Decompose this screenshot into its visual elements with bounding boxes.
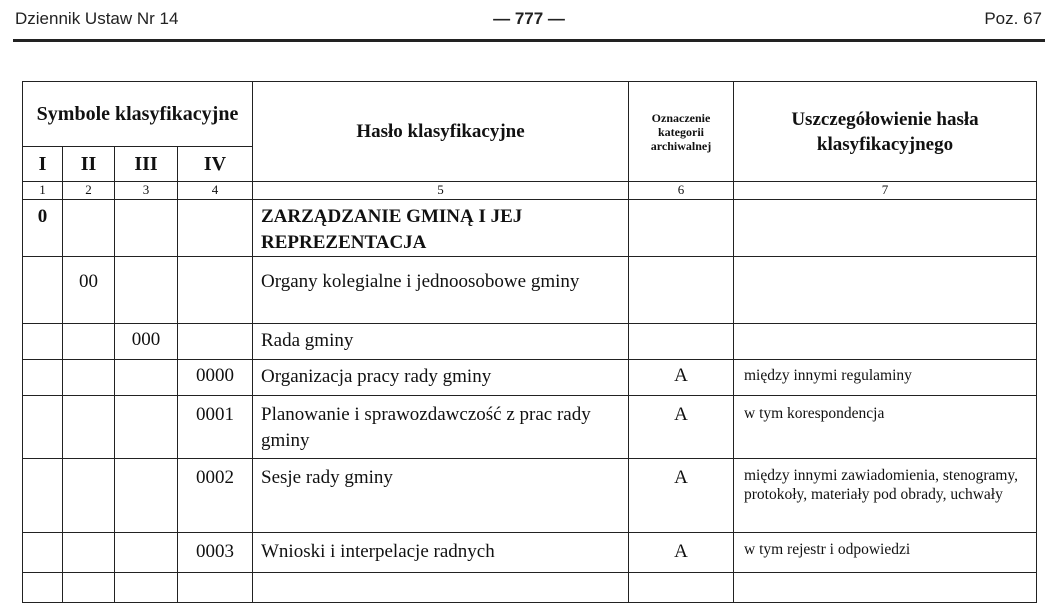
symbol-IV-cell: 0000 xyxy=(178,360,253,396)
column-number: 5 xyxy=(253,182,629,200)
category-header: Oznaczenie kategorii archiwalnej xyxy=(629,82,734,182)
symbol-II-cell xyxy=(63,533,115,573)
symbol-II-cell: 00 xyxy=(63,257,115,324)
column-number: 3 xyxy=(115,182,178,200)
header-rule xyxy=(13,39,1045,42)
category-cell: A xyxy=(629,459,734,533)
detail-cell xyxy=(734,324,1037,360)
haslo-cell: Sesje rady gminy xyxy=(253,459,629,533)
symbol-I-cell xyxy=(23,533,63,573)
symbol-III-cell xyxy=(115,396,178,459)
symbol-I-cell xyxy=(23,396,63,459)
table-row xyxy=(23,360,1037,396)
column-number: 2 xyxy=(63,182,115,200)
symbol-III-cell xyxy=(115,257,178,324)
symbol-II-cell xyxy=(63,396,115,459)
col-II-header: II xyxy=(63,147,115,182)
symbol-IV-cell xyxy=(178,200,253,257)
symbol-III-cell xyxy=(115,459,178,533)
symbol-III-cell xyxy=(115,200,178,257)
classification-table xyxy=(22,81,1037,603)
column-number: 4 xyxy=(178,182,253,200)
column-numbers-row xyxy=(23,182,1037,200)
page-header xyxy=(0,0,1058,42)
col-I-header: I xyxy=(23,147,63,182)
detail-cell: w tym korespondencja xyxy=(734,396,1037,459)
table-row xyxy=(23,396,1037,459)
position-number: Poz. 67 xyxy=(984,9,1042,28)
category-cell: A xyxy=(629,360,734,396)
category-cell xyxy=(629,200,734,257)
detail-header: Uszczegółowienie hasła klasyfikacyjnego xyxy=(734,82,1037,182)
symbol-IV-cell xyxy=(178,257,253,324)
journal-title: Dziennik Ustaw Nr 14 xyxy=(15,9,179,28)
haslo-cell: Organizacja pracy rady gminy xyxy=(253,360,629,396)
column-number: 7 xyxy=(734,182,1037,200)
table-row xyxy=(23,324,1037,360)
haslo-cell: Organy kolegialne i jednoosobowe gminy xyxy=(253,257,629,324)
symbol-I-cell xyxy=(23,360,63,396)
col-III-header: III xyxy=(115,147,178,182)
haslo-cell: ZARZĄDZANIE GMINĄ I JEJ REPREZENTACJA xyxy=(253,200,629,257)
symbol-IV-cell: 0001 xyxy=(178,396,253,459)
table-row xyxy=(23,573,1037,603)
symbol-II-cell xyxy=(63,324,115,360)
haslo-cell: Planowanie i sprawozdawczość z prac rady gminy xyxy=(253,396,629,459)
col-IV-header: IV xyxy=(178,147,253,182)
symbols-group-header: Symbole klasyfikacyjne xyxy=(23,82,253,147)
symbol-I-cell xyxy=(23,257,63,324)
table-row xyxy=(23,459,1037,533)
symbol-II-cell xyxy=(63,200,115,257)
page-number: — 777 — xyxy=(493,9,565,28)
category-cell: A xyxy=(629,533,734,573)
symbol-III-cell xyxy=(115,533,178,573)
symbol-II-cell xyxy=(63,360,115,396)
detail-cell: w tym rejestr i odpowiedzi xyxy=(734,533,1037,573)
symbol-IV-cell: 0002 xyxy=(178,459,253,533)
column-number: 6 xyxy=(629,182,734,200)
detail-cell xyxy=(734,200,1037,257)
symbol-I-cell xyxy=(23,459,63,533)
detail-cell: między innymi regulaminy xyxy=(734,360,1037,396)
table-row xyxy=(23,533,1037,573)
haslo-cell: Rada gminy xyxy=(253,324,629,360)
symbol-I-cell xyxy=(23,324,63,360)
detail-cell xyxy=(734,257,1037,324)
table-row xyxy=(23,200,1037,257)
category-cell xyxy=(629,257,734,324)
symbol-IV-cell xyxy=(178,324,253,360)
symbol-IV-cell: 0003 xyxy=(178,533,253,573)
symbol-III-cell xyxy=(115,360,178,396)
symbol-I-cell: 0 xyxy=(23,200,63,257)
detail-cell: między innymi zawiadomienia, stenogramy, protokoły, materiały pod obrady, uchwały xyxy=(734,459,1037,533)
header-row-top xyxy=(23,82,1037,147)
haslo-header: Hasło klasyfikacyjne xyxy=(253,82,629,182)
category-cell: A xyxy=(629,396,734,459)
symbol-II-cell xyxy=(63,459,115,533)
column-number: 1 xyxy=(23,182,63,200)
symbol-III-cell: 000 xyxy=(115,324,178,360)
table-row xyxy=(23,257,1037,324)
haslo-cell: Wnioski i interpelacje radnych xyxy=(253,533,629,573)
category-cell xyxy=(629,324,734,360)
